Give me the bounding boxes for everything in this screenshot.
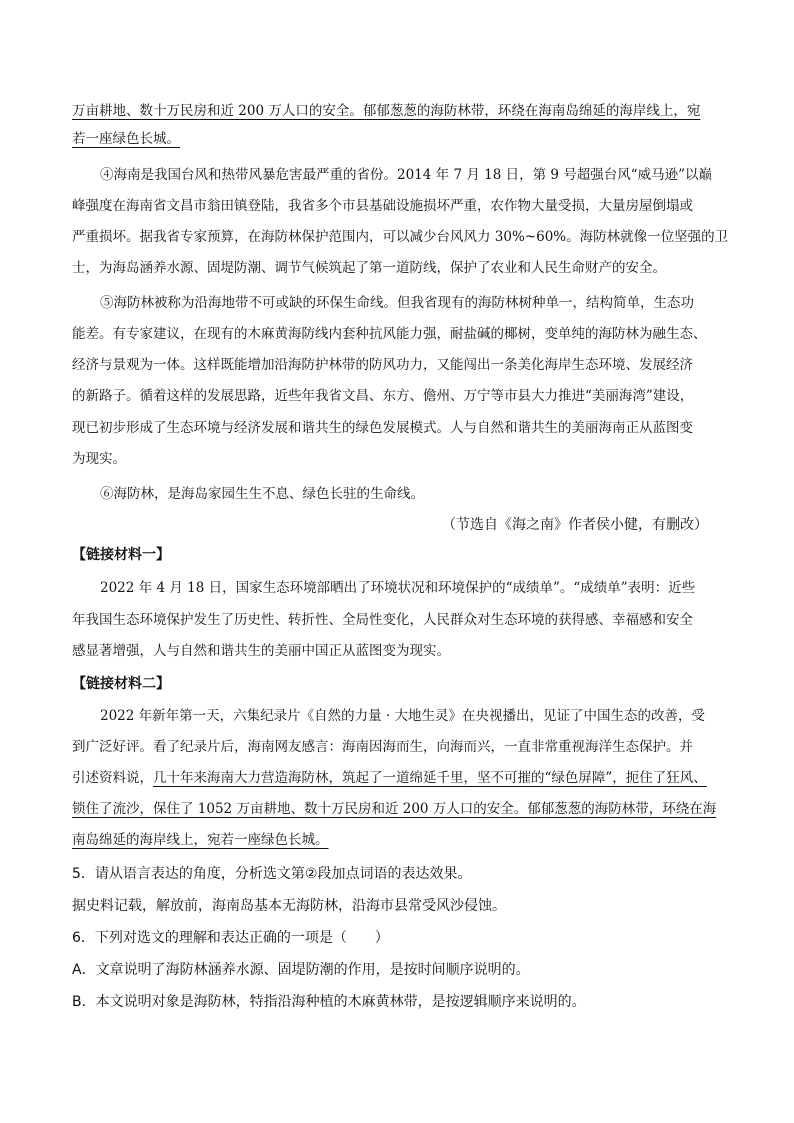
link-material-2-line-1: 2022 年新年第一天，六集纪录片《自然的力量 · 大地生灵》在央视播出，见证了中国生态的改善，受 [100, 708, 706, 724]
paragraph-5-line-6: 为现实。 [72, 451, 126, 467]
paragraph-6: ⑥海防林，是海岛家园生生不息、绿色长驻的生命线。 [100, 486, 424, 502]
paragraph-5-line-5: 现已初步形成了生态环境与经济发展和谐共生的绿色发展模式。人与自然和谐共生的美丽海南正从蓝图变 [72, 420, 693, 436]
paragraph-continued-line-1: 万亩耕地、数十万民房和近 200 万人口的安全。郁郁葱葱的海防林带，环绕在海南岛绵延的海岸线上，宛 [72, 103, 701, 119]
paragraph-continued-line-2: 若一座绿色长城。 [72, 131, 180, 147]
source-attribution: （节选自《海之南》作者侯小健，有删改） [442, 517, 708, 533]
question-6-option-a: A．文章说明了海防林涵养水源、固堤防潮的作用，是按时间顺序说明的。 [72, 962, 530, 978]
link-material-1-line-3: 感显著增强，人与自然和谐共生的美丽中国正从蓝图变为现实。 [72, 643, 450, 659]
paragraph-4-line-1: ④海南是我国台风和热带风暴危害最严重的省份。2014 年 7 月 18 日，第 9 号超强台风“威马逊”以巅 [100, 167, 713, 183]
link-material-2-line-3-lead: 引述资料说， [72, 770, 153, 786]
link-material-2-line-4: 锁住了流沙，保住了 1052 万亩耕地、数十万民房和近 200 万人口的安全。郁郁葱葱的海防林带，环绕在海 [72, 801, 717, 817]
paragraph-5-line-1: ⑤海防林被称为沿海地带不可或缺的环保生命线。但我省现有的海防林树种单一，结构简单，生态功 [100, 295, 694, 311]
question-6-option-b: B．本文说明对象是海防林，特指沿海种植的木麻黄林带，是按逻辑顺序来说明的。 [72, 994, 586, 1010]
link-material-2-title: 【链接材料二】 [72, 676, 170, 692]
link-material-1-line-1: 2022 年 4 月 18 日，国家生态环境部晒出了环境状况和环境保护的“成绩单”。“成绩单”表明：近些 [100, 580, 696, 596]
link-material-2-line-3-underlined: 几十年来海南大力营造海防林，筑起了一道绵延千里，坚不可摧的“绿色屏障”，扼住了狂风、 [153, 770, 707, 786]
paragraph-5-line-3: 经济与景观为一体。这样既能增加沿海防护林带的防风功力，又能闯出一条美化海岸生态环境、发展经济 [72, 357, 693, 373]
paragraph-4-line-4: 士，为海岛涵养水源、固堤防潮、调节气候筑起了第一道防线，保护了农业和人民生命财产的安全。 [72, 260, 666, 276]
link-material-2-line-3 [72, 768, 707, 788]
link-material-1-line-2: 年我国生态环境保护发生了历史性、转折性、全局性变化，人民群众对生态环境的获得感、幸福感和安全 [72, 612, 693, 628]
link-material-1-title: 【链接材料一】 [72, 547, 170, 563]
question-5-stem: 5．请从语言表达的角度，分析选文第②段加点词语的表达效果。 [72, 866, 472, 882]
link-material-2-line-5: 南岛绵延的海岸线上，宛若一座绿色长城。 [72, 832, 329, 848]
question-6-stem: 6．下列对选文的理解和表达正确的一项是（ ） [72, 930, 389, 946]
paragraph-5-line-2: 能差。有专家建议，在现有的木麻黄海防线内套种抗风能力强，耐盐碱的椰树，变单纯的海防林为融生态、 [72, 326, 707, 342]
question-5-text: 据史料记载，解放前，海南岛基本无海防林，沿海市县常受风沙侵蚀。 [72, 898, 506, 914]
paragraph-4-line-2: 峰强度在海南省文昌市翁田镇登陆，我省多个市县基础设施损坏严重，农作物大量受损，大量房屋倒塌或 [72, 198, 693, 214]
paragraph-5-line-4: 的新路子。循着这样的发展思路，近些年我省文昌、东方、儋州、万宁等市县大力推进“美丽海湾”建设， [72, 388, 694, 404]
paragraph-4-line-3: 严重损坏。据我省专家预算，在海防林保护范围内，可以减少台风风力 30%~60%。海防林就像一位坚强的卫 [72, 229, 729, 245]
link-material-2-line-2: 到广泛好评。看了纪录片后，海南网友感言：海南因海而生，向海而兴，一直非常重视海洋生态保护。并 [72, 739, 693, 755]
